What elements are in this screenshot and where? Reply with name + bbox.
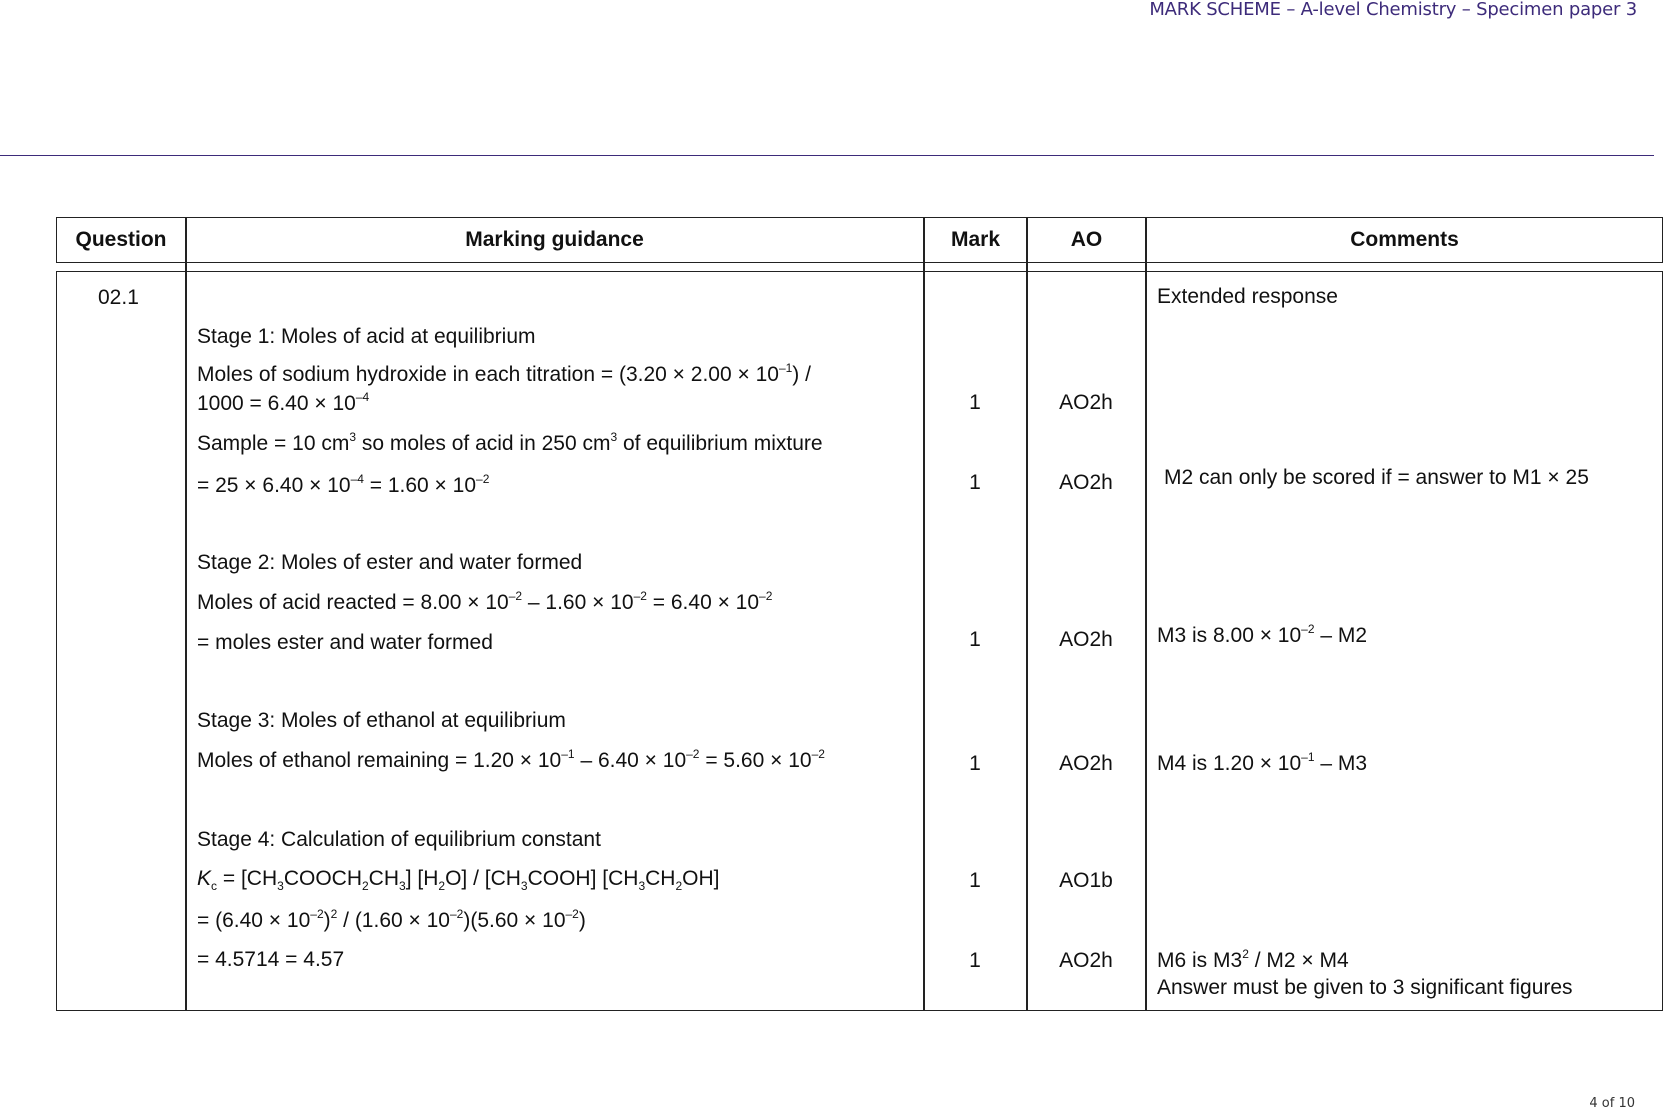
text-segment: OH] bbox=[682, 867, 720, 890]
text-segment: –1 bbox=[1301, 750, 1315, 764]
question-number: 02.1 bbox=[98, 286, 139, 309]
text-segment: – 6.40 × 10 bbox=[574, 749, 687, 772]
text-segment: –2 bbox=[811, 747, 825, 761]
mark-value: 1 bbox=[969, 471, 981, 494]
text-segment: 2 bbox=[330, 907, 338, 921]
guidance-line bbox=[197, 362, 811, 388]
text-segment: 3 bbox=[638, 879, 646, 893]
text-segment: 3 bbox=[277, 879, 284, 893]
text-segment: Moles of sodium hydroxide in each titration = (3.20 × 2.00 × 10 bbox=[197, 363, 779, 386]
mark-value: 1 bbox=[969, 752, 981, 775]
running-header: MARK SCHEME – A-level Chemistry – Specimen paper 3 bbox=[1149, 0, 1637, 20]
comment-line bbox=[1157, 623, 1367, 649]
text-segment: –2 bbox=[310, 907, 324, 921]
text-segment: –2 bbox=[759, 589, 773, 603]
text-segment: Sample = 10 cm bbox=[197, 432, 350, 455]
text-segment: Stage 4: Calculation of equilibrium constant bbox=[197, 828, 601, 851]
guidance-line bbox=[197, 947, 344, 973]
guidance-line bbox=[197, 473, 489, 499]
text-segment: COOCH bbox=[283, 867, 362, 890]
mark-value: 1 bbox=[969, 949, 981, 972]
text-segment: / M2 × M4 bbox=[1248, 949, 1349, 972]
column-divider bbox=[185, 217, 187, 1011]
ao-value: AO2h bbox=[1059, 471, 1113, 494]
guidance-line bbox=[197, 391, 369, 417]
text-segment: M3 is 8.00 × 10 bbox=[1157, 624, 1302, 647]
text-segment: 3 bbox=[349, 430, 357, 444]
text-segment: )(5.60 × 10 bbox=[463, 909, 566, 932]
mark-value: 1 bbox=[969, 391, 981, 414]
text-segment: Stage 3: Moles of ethanol at equilibrium bbox=[197, 709, 566, 732]
text-segment: 2 bbox=[1242, 947, 1249, 961]
text-segment: Moles of ethanol remaining = 1.20 × 10 bbox=[197, 749, 562, 772]
text-segment: / (1.60 × 10 bbox=[337, 909, 450, 932]
text-segment: –2 bbox=[449, 907, 464, 921]
text-segment: – M2 bbox=[1314, 624, 1368, 647]
col-header-comments: Comments bbox=[1350, 228, 1459, 251]
text-segment: so moles of acid in 250 cm bbox=[356, 432, 611, 455]
text-segment: Stage 1: Moles of acid at equilibrium bbox=[197, 325, 536, 348]
guidance-line bbox=[197, 708, 566, 734]
comment-line bbox=[1157, 284, 1338, 310]
text-segment: M4 is 1.20 × 10 bbox=[1157, 752, 1302, 775]
text-segment: 1000 = 6.40 × 10 bbox=[197, 392, 356, 415]
text-segment: CH bbox=[368, 867, 400, 890]
text-segment: ] [H bbox=[405, 867, 439, 890]
mark-value: 1 bbox=[969, 628, 981, 651]
text-segment: = 5.60 × 10 bbox=[699, 749, 812, 772]
text-segment: 2 bbox=[675, 879, 683, 893]
text-segment: CH bbox=[645, 867, 676, 890]
ao-value: AO2h bbox=[1059, 949, 1113, 972]
text-segment: = 1.60 × 10 bbox=[363, 474, 477, 497]
guidance-line bbox=[197, 550, 582, 576]
text-segment: = [CH bbox=[217, 867, 278, 890]
ao-value: AO2h bbox=[1059, 628, 1113, 651]
text-segment: K bbox=[197, 867, 212, 890]
text-segment: Moles of acid reacted = 8.00 × 10 bbox=[197, 591, 509, 614]
text-segment: –1 bbox=[561, 747, 575, 761]
text-segment: –2 bbox=[686, 747, 700, 761]
comment-line bbox=[1157, 948, 1349, 974]
col-header-marking-guidance: Marking guidance bbox=[465, 228, 644, 251]
comment-line bbox=[1157, 751, 1367, 777]
guidance-line bbox=[197, 431, 823, 457]
text-segment: = (6.40 × 10 bbox=[197, 909, 311, 932]
text-segment: 2 bbox=[438, 879, 446, 893]
text-segment: –2 bbox=[633, 589, 647, 603]
text-segment: ) bbox=[323, 909, 331, 932]
text-segment: = moles ester and water formed bbox=[197, 631, 493, 654]
text-segment: = 4.5714 = 4.57 bbox=[197, 948, 345, 971]
guidance-line bbox=[197, 630, 493, 656]
guidance-line bbox=[197, 866, 720, 892]
text-segment: M2 can only be scored if = answer to M1 × 25 bbox=[1164, 466, 1589, 489]
text-segment: –2 bbox=[1301, 622, 1315, 636]
ao-value: AO1b bbox=[1059, 869, 1113, 892]
mark-value: 1 bbox=[969, 869, 981, 892]
text-segment: –2 bbox=[565, 907, 579, 921]
guidance-line bbox=[197, 590, 772, 616]
col-header-ao: AO bbox=[1070, 228, 1103, 251]
text-segment: COOH] [CH bbox=[527, 867, 639, 890]
guidance-line bbox=[197, 748, 825, 774]
text-segment: –1 bbox=[778, 361, 793, 375]
text-segment: 3 bbox=[399, 879, 406, 893]
text-segment: = 25 × 6.40 × 10 bbox=[197, 474, 351, 497]
comment-line bbox=[1164, 465, 1589, 491]
text-segment: –4 bbox=[350, 472, 364, 486]
text-segment: of equilibrium mixture bbox=[617, 432, 823, 455]
text-segment: –2 bbox=[508, 589, 523, 603]
column-divider bbox=[923, 217, 925, 1011]
text-segment: 3 bbox=[520, 879, 528, 893]
text-segment: –2 bbox=[476, 472, 490, 486]
text-segment: M6 is M3 bbox=[1157, 949, 1243, 972]
column-divider bbox=[1026, 217, 1028, 1011]
text-segment: c bbox=[211, 879, 218, 893]
text-segment: ) / bbox=[792, 363, 811, 386]
text-segment: = 6.40 × 10 bbox=[646, 591, 760, 614]
page-number: 4 of 10 bbox=[1589, 1096, 1635, 1111]
column-divider bbox=[1145, 217, 1147, 1011]
guidance-line bbox=[197, 324, 536, 350]
ao-value: AO2h bbox=[1059, 752, 1113, 775]
col-header-mark: Mark bbox=[950, 228, 1001, 251]
text-segment: 3 bbox=[610, 430, 618, 444]
text-segment: – M3 bbox=[1314, 752, 1368, 775]
ao-value: AO2h bbox=[1059, 391, 1113, 414]
text-segment: ) bbox=[578, 909, 586, 932]
text-segment: O] / [CH bbox=[445, 867, 521, 890]
guidance-line bbox=[197, 908, 586, 934]
text-segment: –4 bbox=[355, 390, 370, 404]
comment-line bbox=[1157, 975, 1573, 1001]
text-segment: 2 bbox=[361, 879, 369, 893]
col-header-question: Question bbox=[75, 228, 167, 251]
text-segment: – 1.60 × 10 bbox=[522, 591, 634, 614]
text-segment: Extended response bbox=[1157, 285, 1338, 308]
header-rule bbox=[0, 155, 1654, 156]
text-segment: Answer must be given to 3 significant figures bbox=[1157, 976, 1573, 999]
guidance-line bbox=[197, 827, 601, 853]
text-segment: Stage 2: Moles of ester and water formed bbox=[197, 551, 583, 574]
